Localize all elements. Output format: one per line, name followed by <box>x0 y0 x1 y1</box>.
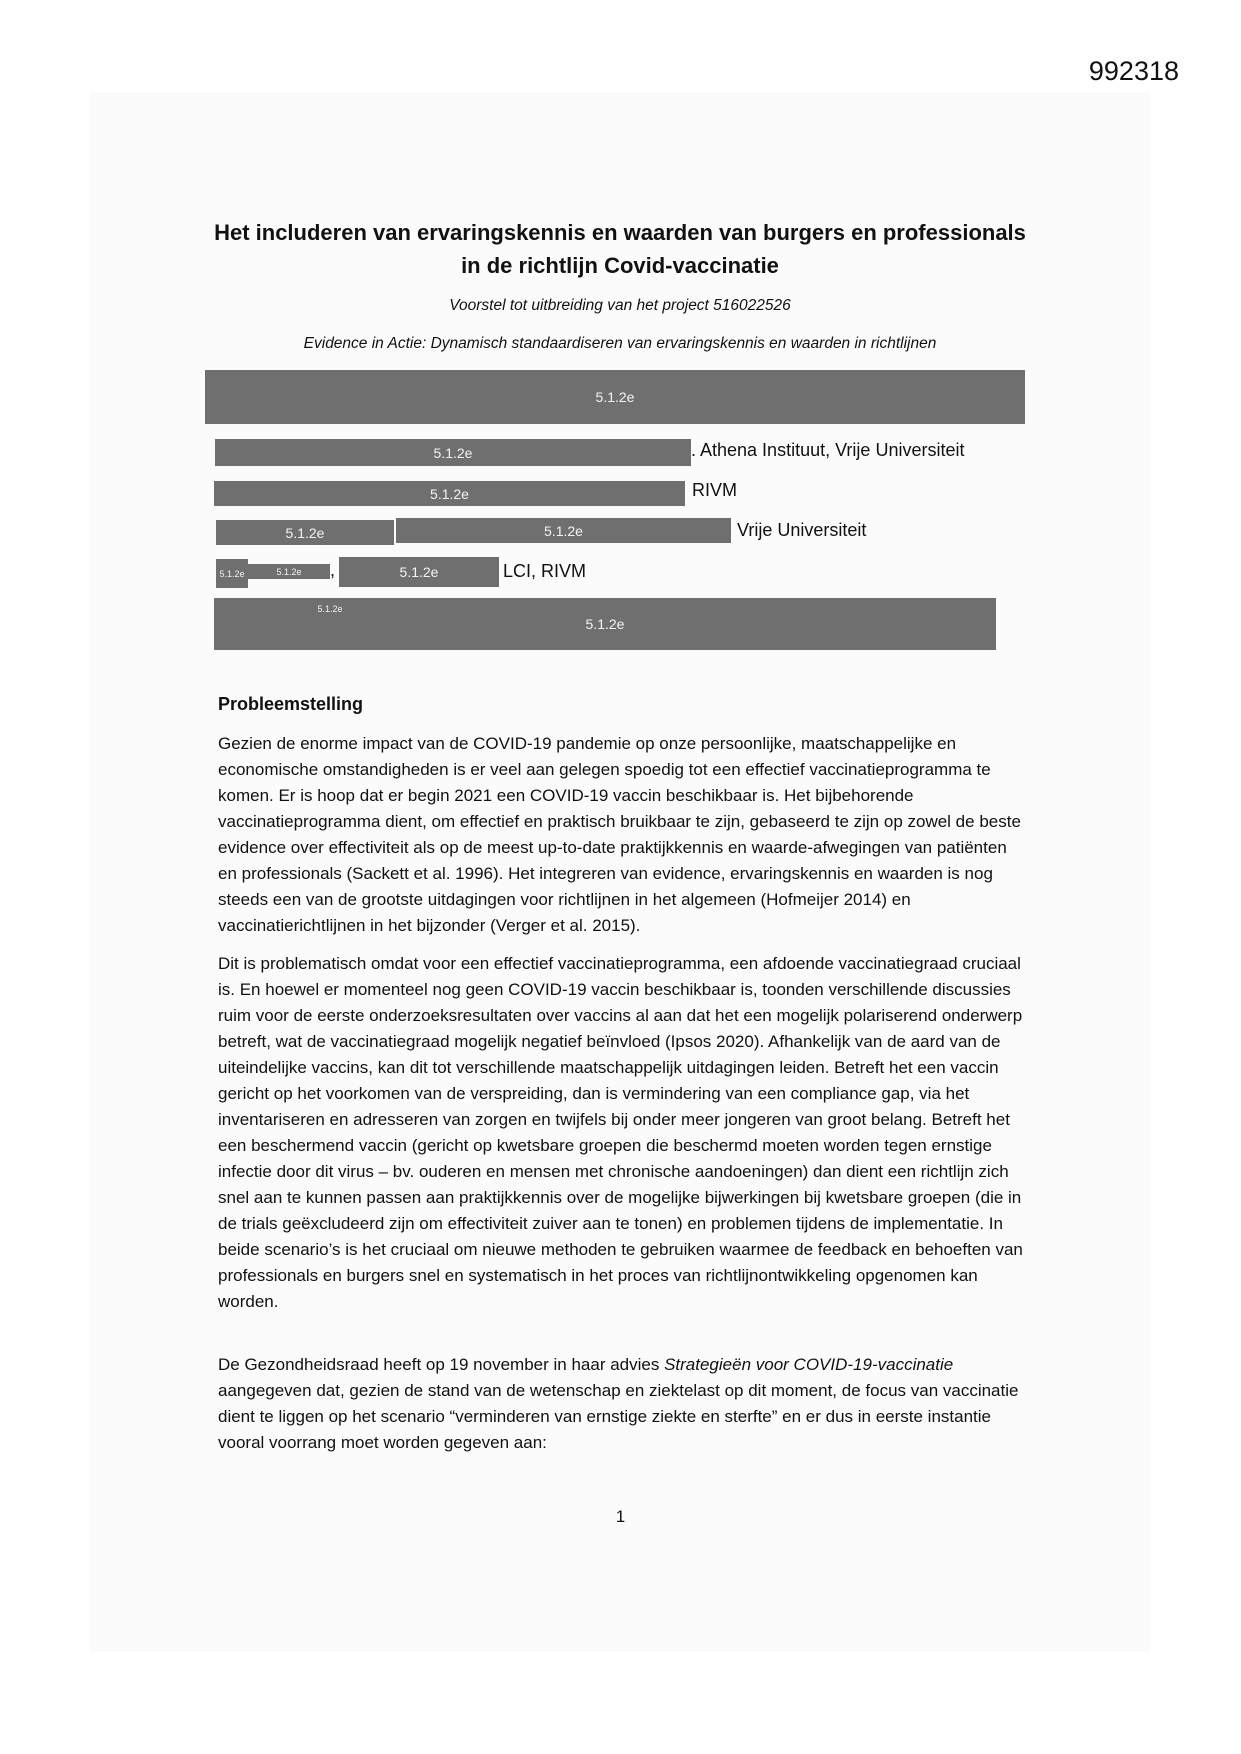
page-number: 1 <box>615 1507 626 1526</box>
paragraph-text: aangegeven dat, gezien de stand van de wetenschap en ziektelast op dit moment, de focus van vaccinatie dient te liggen op het scenario “verminderen van ernstige ziekte en sterfte” en er dus in eerste instantie vooral voorrang moet worden gegeven aan: <box>218 1381 1019 1452</box>
redaction-block: 5.1.2e <box>214 598 996 650</box>
document-id: 992318 <box>1088 56 1179 86</box>
author-affiliation: RIVM <box>692 480 737 500</box>
paragraph-text: De Gezondheidsraad heeft op 19 november in haar advies <box>218 1355 665 1374</box>
paragraph: Dit is problematisch omdat voor een effectief vaccinatieprogramma, een afdoende vaccinatiegraad cruciaal is. En hoewel er momenteel nog geen COVID-19 vaccin beschikbaar is, toonden verschillende discussies ruim voor de eerste onderzoeksresultaten over vaccins al aan dat het een mogelijk polariserend onderwerp betreft, wat de vaccinatiegraad mogelijk negatief beïnvloed (Ipsos 2020). Afhankelijk van de aard van de uiteindelijke vaccins, kan dit tot verschillende maatschappelijk uitdagingen leiden. Betreft het een vaccin gericht op het voorkomen van de verspreiding, dan is vermindering van een compliance gap, via het inventariseren en adresseren van zorgen en twijfels bij onder meer jongeren van groot belang. Betreft het een beschermend vaccin (gericht op kwetsbare groepen die beschermd moeten worden tegen ernstige infectie door dit virus – bv. ouderen en mensen met chronische aandoeningen) dan dient een richtlijn zich snel aan te kunnen passen aan praktijkkennis over de mogelijke bijwerkingen bij kwetsbare groepen (die in de trials geëxcludeerd zijn om effectiviteit zuiver aan te tonen) en problemen tijdens de implementatie. In beide scenario’s is het cruciaal om nieuwe methoden te gebruiken waarmee de feedback en behoeften van professionals en burgers snel en systematisch in het proces van richtlijnontwikkeling opgenomen kan worden. <box>218 954 1023 1311</box>
redaction-block: 5.1.2e <box>216 520 394 545</box>
redaction-block: 5.1.2e <box>396 518 731 543</box>
author-separator: , <box>330 560 336 580</box>
title-line-2: in de richtlijn Covid-vaccinatie <box>461 253 779 278</box>
redaction-block: 5.1.2e <box>215 439 691 466</box>
subtitle-project: Voorstel tot uitbreiding van het project 516022526 <box>449 297 791 314</box>
title-line-1: Het includeren van ervaringskennis en waarden van burgers en professionals <box>214 220 1026 245</box>
redaction-block: 5.1.2e <box>248 564 330 579</box>
redaction-block: 5.1.2e <box>317 604 343 614</box>
redaction-block: 5.1.2e <box>214 481 685 506</box>
subtitle-evidence: Evidence in Actie: Dynamisch standaardiseren van ervaringskennis en waarden in richtlijnen <box>303 335 937 352</box>
redaction-block: 5.1.2e <box>339 557 499 587</box>
section-heading: Probleemstelling <box>218 694 364 714</box>
advice-title: Strategieën voor COVID-19-vaccinatie <box>664 1355 954 1374</box>
redaction-block: 5.1.2e <box>205 370 1025 424</box>
redaction-block: 5.1.2e <box>216 559 248 588</box>
author-affiliation: . Athena Instituut, Vrije Universiteit <box>691 440 965 460</box>
paragraph <box>218 1352 1026 1456</box>
document-title <box>150 216 1090 282</box>
paragraph: Gezien de enorme impact van de COVID-19 pandemie op onze persoonlijke, maatschappelijke en economische omstandigheden is er veel aan gelegen spoedig tot een effectief vaccinatieprogramma te komen. Er is hoop dat er begin 2021 een COVID-19 vaccin beschikbaar is. Het bijbehorende vaccinatieprogramma dient, om effectief en praktisch bruikbaar te zijn, gebaseerd te zijn op zowel de beste evidence over effectiviteit als op de meest up-to-date praktijkkennis en waarde-afwegingen van patiënten en professionals (Sackett et al. 1996). Het integreren van evidence, ervaringskennis en waarden is nog steeds een van de grootste uitdagingen voor richtlijnen in het algemeen (Hofmeijer 2014) en vaccinatierichtlijnen in het bijzonder (Verger et al. 2015). <box>218 734 1021 935</box>
author-affiliation: LCI, RIVM <box>503 561 587 581</box>
author-affiliation: Vrije Universiteit <box>737 520 867 540</box>
